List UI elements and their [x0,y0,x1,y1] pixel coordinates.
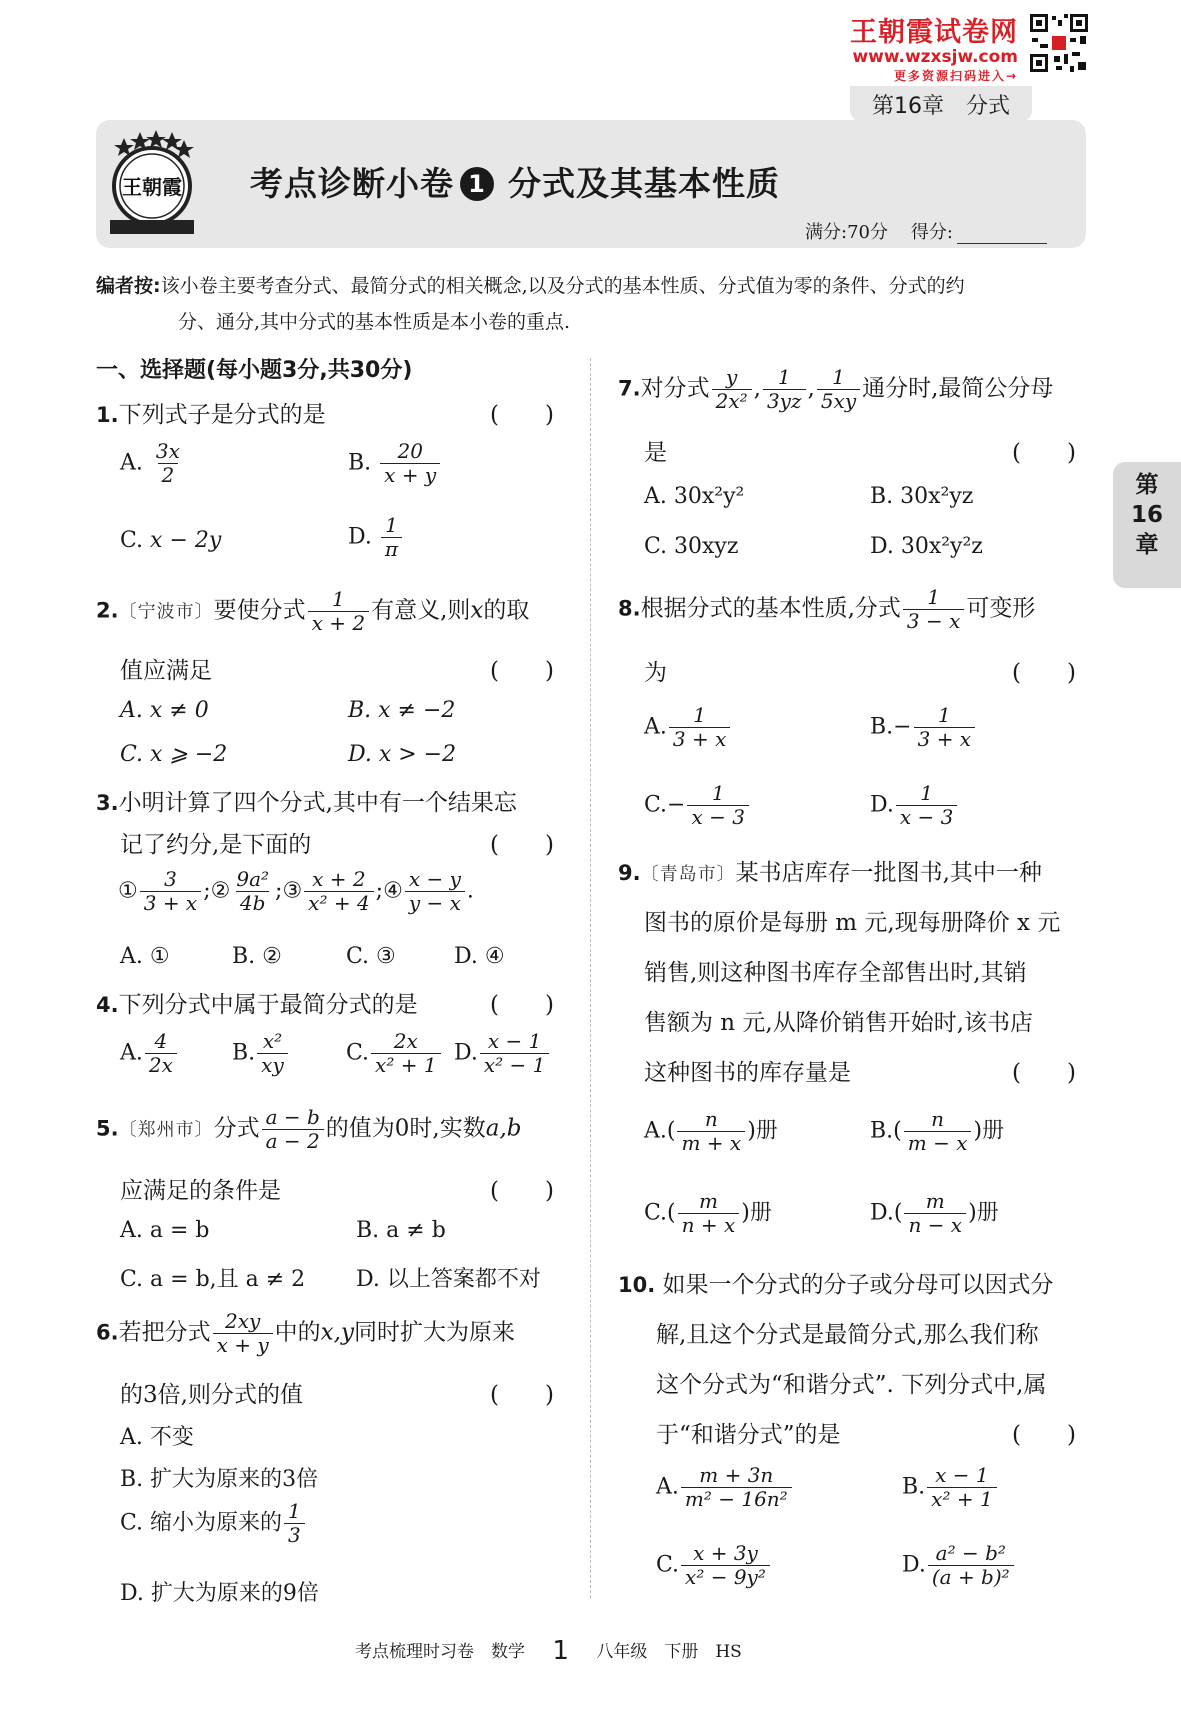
question-number: 1. [96,403,119,427]
question-stem: 通分时,最简公分母 [862,375,1054,402]
option-d[interactable] [902,1542,1016,1589]
answer-paren[interactable]: ( ) [490,402,554,428]
numerator: a² − b² [935,1541,1006,1565]
question-2-line2: 值应满足 [120,658,212,684]
numerator: 2x [393,1029,418,1053]
question-number: 10. [618,1273,656,1297]
answer-paren[interactable]: ( ) [490,1178,554,1204]
numerator: 20 [397,439,423,463]
fraction [903,586,964,633]
numerator: 9a² [236,867,270,891]
numerator: x² [262,1029,283,1053]
question-number: 8. [618,596,641,621]
denominator: m + x [677,1131,745,1155]
variables: a,b [485,1115,522,1142]
fraction [308,588,369,635]
numerator: x − 1 [935,1463,989,1487]
denominator: x² + 1 [927,1487,997,1511]
denominator: 2x² [712,389,752,413]
option-c[interactable] [644,782,751,829]
option-b[interactable] [348,440,442,487]
fraction [140,868,201,915]
fraction [678,1190,740,1237]
option-label: B. [232,1040,256,1066]
question-9-line2: 图书的原价是每册 m 元,现每册降价 x 元 [644,910,1061,936]
denominator: 3 + x [140,891,201,915]
question-8 [618,586,1035,633]
numerator: x − y [408,867,461,891]
question-stem: 小明计算了四个分式,其中有一个结果忘 [118,790,517,816]
option-c[interactable]: C. ③ [346,944,396,969]
denominator: n + x [678,1213,740,1237]
fraction [681,1542,770,1589]
brand-name: 王朝霞试卷网 [850,17,1018,48]
question-7-line2: 是 [644,440,667,466]
denominator: x² + 4 [304,891,374,915]
denominator: 3 + x [669,727,730,751]
score-label: 得分: [910,222,953,243]
numerator: n [931,1107,945,1131]
question-10-line3: 这个分式为“和谐分式”. 下列分式中,属 [656,1372,1047,1398]
numerator: 4 [154,1029,168,1053]
fraction [405,868,465,915]
editor-note-line1: 该小卷主要考查分式、最简分式的相关概念,以及分式的基本性质、分式值为零的条件、分式的约 [160,275,965,297]
denominator: 3 [284,1523,305,1547]
denominator: m − x [904,1131,972,1155]
question-stem: 某书店库存一批图书,其中一种 [735,860,1042,886]
denominator: x + 2 [308,611,369,635]
option-c[interactable]: C. a = b,且 a ≠ 2 [120,1267,306,1292]
footer-left: 考点梳理时习卷 数学 [355,1642,525,1662]
option-b[interactable]: B. 30x²yz [870,484,974,509]
question-6 [96,1310,515,1357]
option-c[interactable]: C. x ⩾ −2 [120,742,228,767]
fraction [371,1030,441,1077]
unit: 册 [755,1118,778,1144]
fraction [145,1030,177,1077]
seal-text: 王朝霞 [122,175,182,199]
question-number: 6. [96,1320,119,1345]
question-3-fractions [118,868,474,915]
page-footer [355,1634,915,1664]
numerator: 1 [777,365,791,389]
title-number-badge: 1 [460,167,494,201]
question-9-line3: 销售,则这种图书库存全部售出时,其销 [644,960,1027,986]
option-b[interactable]: B. 扩大为原来的3倍 [120,1467,319,1492]
numerator: a − b [265,1105,320,1129]
punctuation: . [466,878,474,904]
option-label: D. [870,792,894,818]
fraction [817,366,860,413]
denominator: m² − 16n² [681,1487,792,1511]
question-3-line2: 记了约分,是下面的 [120,832,312,858]
fraction [927,1464,997,1511]
brand-tagline: 更多资源扫码进入→ [893,69,1018,83]
question-stem: 要使分式 [213,597,306,624]
numerator: 2xy [224,1309,261,1333]
question-3 [96,784,517,817]
question-9-line5: 这种图书的库存量是 [644,1060,851,1086]
numerator: 1 [920,781,933,805]
answer-paren[interactable]: ( ) [1012,1422,1076,1448]
numerator: 3x [155,439,180,463]
option-c[interactable] [656,1542,772,1589]
question-stem: 下列式子是分式的是 [118,402,326,428]
numerator: n [704,1107,718,1131]
fraction [928,1542,1014,1589]
city-tag: 〔宁波市〕 [118,601,214,623]
unit: 册 [749,1200,772,1226]
option-b[interactable]: B. a ≠ b [356,1218,446,1243]
item-marker: ;② [203,878,231,904]
fraction [380,440,440,487]
answer-paren[interactable]: ( ) [490,832,554,858]
question-stem: 的取 [483,597,530,624]
option-b[interactable] [902,1464,999,1511]
fraction [213,1310,273,1357]
option-d[interactable] [870,782,959,829]
numerator: y [725,365,738,389]
fraction [712,366,752,413]
denominator: x − 3 [687,805,748,829]
denominator: x² − 1 [480,1053,550,1077]
option-d[interactable]: D. 扩大为原来的9倍 [120,1581,319,1606]
fraction [681,1464,792,1511]
answer-paren[interactable]: ( ) [1012,1060,1076,1086]
option-label: C. [120,528,144,553]
option-a[interactable] [120,440,186,487]
side-tab-line: 章 [1135,532,1159,558]
option-label: C. [644,1200,668,1226]
option-a[interactable]: A.( $\frac{n}{m + x}$ )册 [644,1107,778,1155]
numerator: 1 [693,703,706,727]
option-label: A. [656,1474,679,1500]
denominator: n − x [904,1213,966,1237]
fraction [904,1108,972,1155]
option-b[interactable]: B. ② [232,944,282,969]
option-label: A. [644,714,667,740]
question-stem: 对分式 [640,375,710,402]
fraction [669,704,730,751]
denominator: 4b [236,891,270,915]
question-stem: 若把分式 [118,1319,211,1346]
option-d[interactable]: D. 以上答案都不对 [356,1267,541,1292]
denominator: 3yz [763,389,806,413]
page-number: 1 [552,1636,569,1666]
numerator: 1 [331,587,345,611]
score-blank[interactable] [957,222,1047,244]
denominator: (a + b)² [928,1565,1014,1589]
variable: x [470,597,484,624]
answer-paren[interactable]: ( ) [1012,440,1076,466]
denominator: π [381,537,402,561]
option-a[interactable] [120,1030,179,1077]
denominator: x + y [213,1333,273,1357]
fraction [904,1190,966,1237]
numerator: m + 3n [699,1463,774,1487]
denominator: y − x [405,891,465,915]
option-label: C. [346,1040,370,1066]
fraction [232,868,273,915]
score-line [805,218,1047,244]
question-10-line2: 解,且这个分式是最简分式,那么我们称 [656,1322,1039,1348]
numerator: 1 [937,703,951,727]
editor-note-line2: 分、通分,其中分式的基本性质是本小卷的重点. [178,311,571,333]
option-label: D. [902,1552,926,1578]
question-number: 9. [618,861,641,885]
numerator: 1 [711,781,725,805]
option-c[interactable] [346,1030,443,1077]
option-b[interactable] [870,704,977,751]
fraction [284,1500,305,1547]
question-stem: 根据分式的基本性质,分式 [640,595,901,622]
option-a[interactable]: A. ① [120,944,170,969]
denominator: 2 [158,463,179,487]
question-stem: 下列分式中属于最简分式的是 [118,992,418,1018]
item-marker: ;④ [375,878,403,904]
question-stem: 可变形 [966,595,1036,622]
fraction [257,1030,288,1077]
sign: − [667,792,686,818]
numerator: x + 3y [693,1541,758,1565]
option-c[interactable]: C. 30xyz [644,534,739,559]
side-tab-line: 第 [1135,472,1159,498]
page-title [250,158,970,205]
answer-paren[interactable]: ( ) [490,1382,554,1408]
unit: 册 [976,1200,999,1226]
option-label: C. [644,792,668,818]
question-10 [618,1266,1054,1299]
option-label: A. [120,1040,143,1066]
option-c[interactable] [120,528,221,553]
numerator: x + 2 [312,867,366,891]
option-label: D. [348,524,372,550]
question-10-line4: 于“和谐分式”的是 [656,1422,841,1448]
option-label: D. [454,1040,478,1066]
answer-paren[interactable]: ( ) [490,658,554,684]
question-8-line2: 为 [644,660,667,686]
option-d[interactable] [454,1030,551,1077]
option-a[interactable] [656,1464,794,1511]
question-stem: 同时扩大为原来 [353,1319,515,1346]
question-9 [618,854,1042,887]
question-7: 7.对分式 $\frac{y}{\text{2x²}}$ , $\frac{1}{3yz}$ , $\frac{1}{5xy}$ 通分时,最简公分母 [618,365,1054,413]
fraction [896,782,957,829]
question-number: 3. [96,791,119,815]
editor-note [96,268,1086,340]
option-c[interactable]: C.( $\frac{m}{n + x}$ )册 [644,1189,772,1237]
option-c[interactable] [120,1500,307,1547]
publisher-seal-icon [104,128,200,240]
fraction [381,514,402,561]
option-a[interactable]: A. a = b [120,1218,210,1243]
option-label: A. [120,450,143,476]
fraction [304,868,374,915]
denominator: x² − 9y² [681,1565,770,1589]
option-label: B. [870,714,894,740]
question-stem: 分式 [213,1115,260,1142]
denominator: 3 + x [914,727,975,751]
editor-note-label: 编者按: [96,275,161,297]
option-d[interactable]: D. x > −2 [348,742,457,767]
option-a[interactable]: A. x ≠ 0 [120,698,209,723]
question-4 [96,986,418,1019]
option-label: B. [870,1118,894,1144]
numerator: m [698,1189,718,1213]
fraction [480,1030,550,1077]
numerator: m [925,1189,945,1213]
qr-code-icon[interactable] [1028,12,1090,74]
denominator: 5xy [817,389,860,413]
column-divider [590,358,591,1598]
question-2 [96,588,529,635]
numerator: 1 [927,585,941,609]
fraction [687,782,748,829]
denominator: 3 − x [903,609,964,633]
answer-paren[interactable]: ( ) [1012,660,1076,686]
brand-block [850,10,1018,84]
chapter-number: 第16章 [871,93,944,119]
denominator: xy [257,1053,288,1077]
footer-right: 八年级 下册 HS [596,1642,742,1662]
question-9-line4: 售额为 n 元,从降价销售开始时,该书店 [644,1010,1034,1036]
question-5 [96,1106,522,1153]
denominator: x² + 1 [371,1053,441,1077]
chapter-tag [850,86,1032,122]
full-score: 满分:70分 [805,222,888,243]
city-tag: 〔青岛市〕 [640,864,736,885]
option-label: A. [644,1118,667,1144]
option-d[interactable] [348,514,404,561]
fraction [152,440,184,487]
numerator: 3 [164,867,177,891]
item-marker: ;③ [275,878,303,904]
denominator: x − 3 [896,805,957,829]
unit: 册 [982,1118,1005,1144]
option-d[interactable]: D.( $\frac{m}{n - x}$ )册 [870,1189,999,1237]
denominator: 2x [145,1053,177,1077]
question-stem: 的值为0时,实数 [325,1115,486,1142]
variables: x,y [320,1319,354,1346]
question-number: 4. [96,993,119,1017]
option-b[interactable]: B. x ≠ −2 [348,698,456,723]
title-subtitle: 分式及其基本性质 [508,164,780,203]
question-stem: 有意义,则 [371,597,471,624]
option-label: B. [902,1474,926,1500]
question-stem: 中的 [274,1319,321,1346]
question-6-line2: 的3倍,则分式的值 [120,1382,303,1408]
city-tag: 〔郑州市〕 [118,1119,214,1141]
denominator: x + y [380,463,440,487]
sign: − [893,714,912,740]
fraction [914,704,975,751]
question-number: 2. [96,598,119,623]
denominator: a − 2 [262,1129,324,1153]
title-main: 考点诊断小卷 [250,164,454,203]
question-5-line2: 应满足的条件是 [120,1178,281,1204]
option-b[interactable] [232,1030,290,1077]
chapter-topic: 分式 [965,93,1010,119]
question-number: 5. [96,1116,119,1141]
numerator: x − 1 [487,1029,542,1053]
brand-url[interactable]: www.wzxsjw.com [852,47,1018,67]
question-1 [96,396,326,429]
side-tab-line: 16 [1130,502,1163,528]
section-title: 一、选择题(每小题3分,共30分) [96,358,413,383]
answer-paren[interactable]: ( ) [490,992,554,1018]
option-label: C. [656,1552,680,1578]
option-d[interactable]: D. 30x²y²z [870,534,983,559]
numerator: 1 [832,365,845,389]
option-b[interactable]: B.( $\frac{n}{m - x}$ )册 [870,1107,1005,1155]
question-stem: 如果一个分式的分子或分母可以因式分 [662,1272,1054,1298]
option-a[interactable] [644,704,732,751]
option-label: B. [348,450,372,476]
option-a[interactable]: A. 不变 [120,1425,194,1450]
fraction [763,366,806,413]
numerator: 1 [385,513,398,537]
item-marker: ① [118,878,138,904]
chapter-side-tab[interactable] [1113,462,1181,588]
numerator: 1 [288,1499,301,1523]
option-a[interactable]: A. 30x²y² [644,484,745,509]
option-d[interactable]: D. ④ [454,944,505,969]
option-text: x − 2y [150,528,222,553]
question-number: 7. [618,376,641,401]
option-text: C. 缩小为原来的 [120,1510,283,1536]
fraction [677,1108,745,1155]
fraction [262,1106,324,1153]
option-label: D. [870,1200,894,1226]
